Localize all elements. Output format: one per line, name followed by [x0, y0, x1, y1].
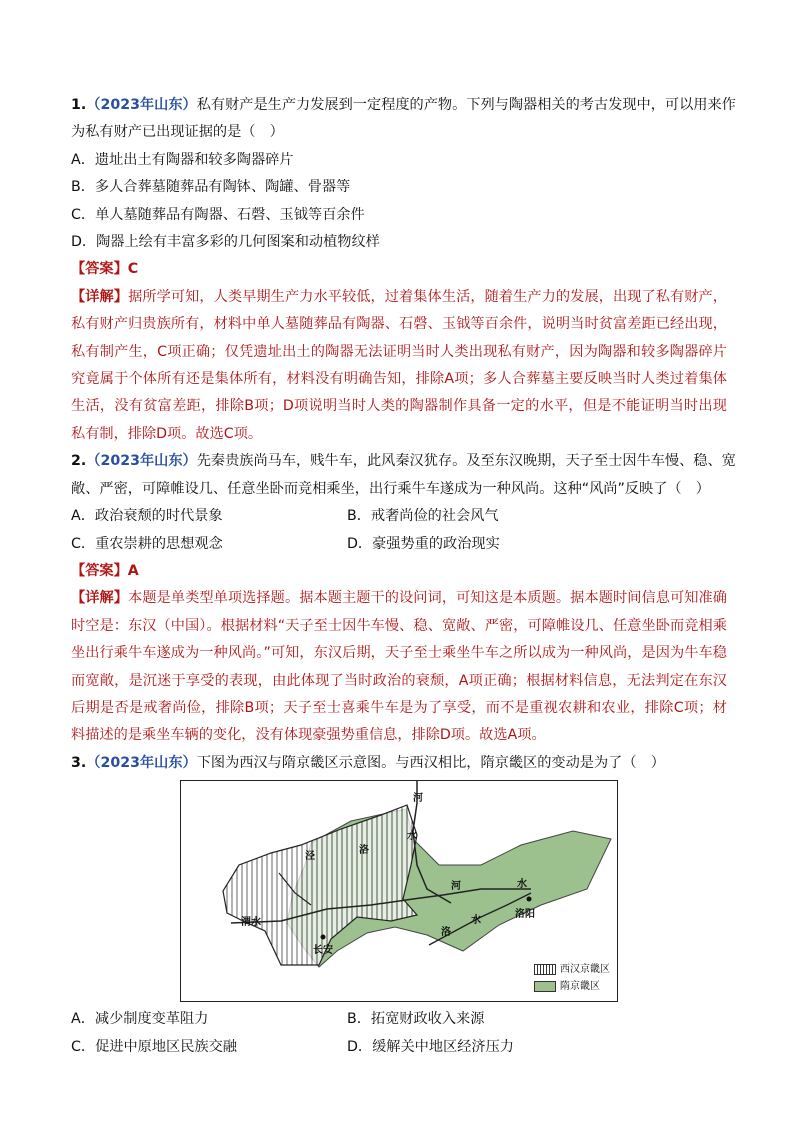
- q2-options-row2: [71, 531, 727, 558]
- legend-sui-label: 隋京畿区: [560, 981, 600, 993]
- q1-number: 1.: [71, 97, 87, 113]
- map-label-luo-north: 洛: [359, 845, 369, 857]
- q1-answer: [71, 256, 727, 283]
- map-label-weishui: 渭水: [241, 917, 261, 929]
- legend-western-han: [534, 961, 610, 978]
- q2-stem-text: 先秦贵族尚马车，贱牛车，此风秦汉犹存。及至东汉晚期，天子至士因牛车慢、稳、宽: [196, 453, 736, 470]
- map-label-he: 河: [413, 793, 423, 805]
- q1-source: （2023年山东）: [86, 97, 197, 113]
- capital-region-map: [180, 780, 618, 1002]
- q1-option-c[interactable]: C．单人墓随葬品有陶器、石磬、玉钺等百余件: [71, 206, 365, 223]
- q1-explanation: [71, 284, 727, 448]
- q3-source: （2023年山东）: [86, 754, 197, 771]
- document-page: [71, 92, 736, 1061]
- map-label-shui3: 水: [407, 831, 417, 843]
- q2-stem-line1: [71, 448, 736, 475]
- q3-option-b[interactable]: B．拓宽财政收入来源: [347, 1011, 485, 1028]
- q2-stem-line2: 敞、严密，可障帷设几、任意坐卧而竞相乘坐，出行乘牛车遂成为一种风尚。这种“风尚”反映了（ ）: [71, 480, 710, 497]
- q2-explain-tag: 【详解】: [71, 590, 129, 607]
- q3-option-d[interactable]: D．缓解关中地区经济压力: [347, 1038, 514, 1055]
- q2-option-b[interactable]: B．戒奢尚俭的社会风气: [347, 508, 499, 525]
- q1-answer-value: C: [127, 261, 139, 278]
- q3-stem-text: 下图为西汉与隋京畿区示意图。与西汉相比，隋京畿区的变动是为了（ ）: [196, 754, 665, 771]
- q2-answer-tag: 【答案】: [71, 562, 128, 579]
- q3-options-row1: [71, 1006, 727, 1033]
- map-label-changan: 长安: [313, 945, 333, 957]
- q1-explain-tag: 【详解】: [71, 288, 129, 305]
- q1-option-b[interactable]: B．多人合葬墓随葬品有陶钵、陶罐、骨器等: [71, 179, 351, 196]
- q1-option-d[interactable]: D．陶器上绘有丰富多彩的几何图案和动植物纹样: [71, 234, 380, 251]
- q3-options-row2: [71, 1034, 727, 1061]
- luoyang-marker: [527, 897, 532, 902]
- map-label-shui2: 水: [471, 915, 481, 927]
- q3-number: 3.: [71, 754, 87, 771]
- q2-source: （2023年山东）: [86, 453, 197, 470]
- q1-option-a[interactable]: A．遗址出土有陶器和较多陶器碎片: [71, 151, 294, 168]
- q2-option-d[interactable]: D．豪强势重的政治现实: [347, 535, 500, 552]
- legend-green-swatch: [534, 981, 556, 992]
- q2-explain-text: 本题是单类型单项选择题。据本题主题干的设问词，可知这是本质题。据本题时间信息可知准确时空是：东汉（中国）。根据材料“天子至士因牛车慢、稳、宽敞、严密，可障帷设几、任意坐卧而竞相乘坐出行乘牛车遂成为一种风尚。”可知，东汉后期，天子至士乘坐牛车之所以成为一种风尚，是因为牛车稳而宽敞，是沉迷于享受的表现，由此体现了当时政治的衰颓，A项正确；根据材料信息，无法判定在东汉后期是否是戒奢尚俭，排除B项；天子至士喜乘牛车是为了享受，而不是重视农耕和农业，排除C项；材料描述的是乘坐车辆的变化，没有体现豪强势重信息，排除D项。故选A项。: [71, 590, 727, 744]
- q2-option-c[interactable]: C．重农崇耕的思想观念: [71, 535, 223, 552]
- q1-stem-text: 私有财产是生产力发展到一定程度的产物。下列与陶器相关的考古发现中，可以用来作: [196, 97, 736, 113]
- q2-option-a[interactable]: A．政治衰颓的时代景象: [71, 508, 223, 525]
- q3-option-c[interactable]: C．促进中原地区民族交融: [71, 1038, 237, 1055]
- map-label-luo-south: 洛: [441, 927, 451, 939]
- q2-explanation: [71, 585, 727, 749]
- q2-number: 2.: [71, 453, 87, 470]
- q1-answer-tag: 【答案】: [71, 261, 128, 278]
- map-label-shui: 水: [517, 879, 527, 891]
- q1-stem-line1: [71, 92, 736, 119]
- q3-stem: [71, 750, 727, 777]
- legend-hatch-swatch: [534, 964, 556, 975]
- q2-answer-value: A: [127, 562, 139, 579]
- map-label-jing: 泾: [305, 851, 315, 863]
- q2-options-row1: [71, 503, 727, 530]
- map-legend: [534, 961, 610, 995]
- q1-explain-text: 据所学可知，人类早期生产力水平较低，过着集体生活，随着生产力的发展，出现了私有财产，私有财产归贵族所有，材料中单人墓随葬品有陶器、石磬、玉钺等百余件，说明当时贫富差距已经出现，私有制产生，C项正确；仅凭遗址出土的陶器无法证明当时人类出现私有财产，因为陶器和较多陶器碎片究竟属于个体所有还是集体所有，材料没有明确告知，排除A项；多人合葬墓主要反映当时人类过着集体生活，没有贫富差距，排除B项；D项说明当时人类的陶器制作具备一定的水平，但是不能证明当时出现私有制，排除D项。故选C项。: [71, 288, 727, 442]
- q2-answer: [71, 558, 727, 585]
- legend-western-han-label: 西汉京畿区: [560, 964, 610, 976]
- changan-marker: [321, 935, 326, 940]
- map-label-luoyang: 洛阳: [515, 909, 535, 921]
- legend-sui: [534, 978, 610, 995]
- q3-option-a[interactable]: A．减少制度变革阻力: [71, 1011, 209, 1028]
- q1-stem-line2: 为私有财产已出现证据的是（ ）: [71, 124, 284, 141]
- map-label-he2: 河: [451, 881, 461, 893]
